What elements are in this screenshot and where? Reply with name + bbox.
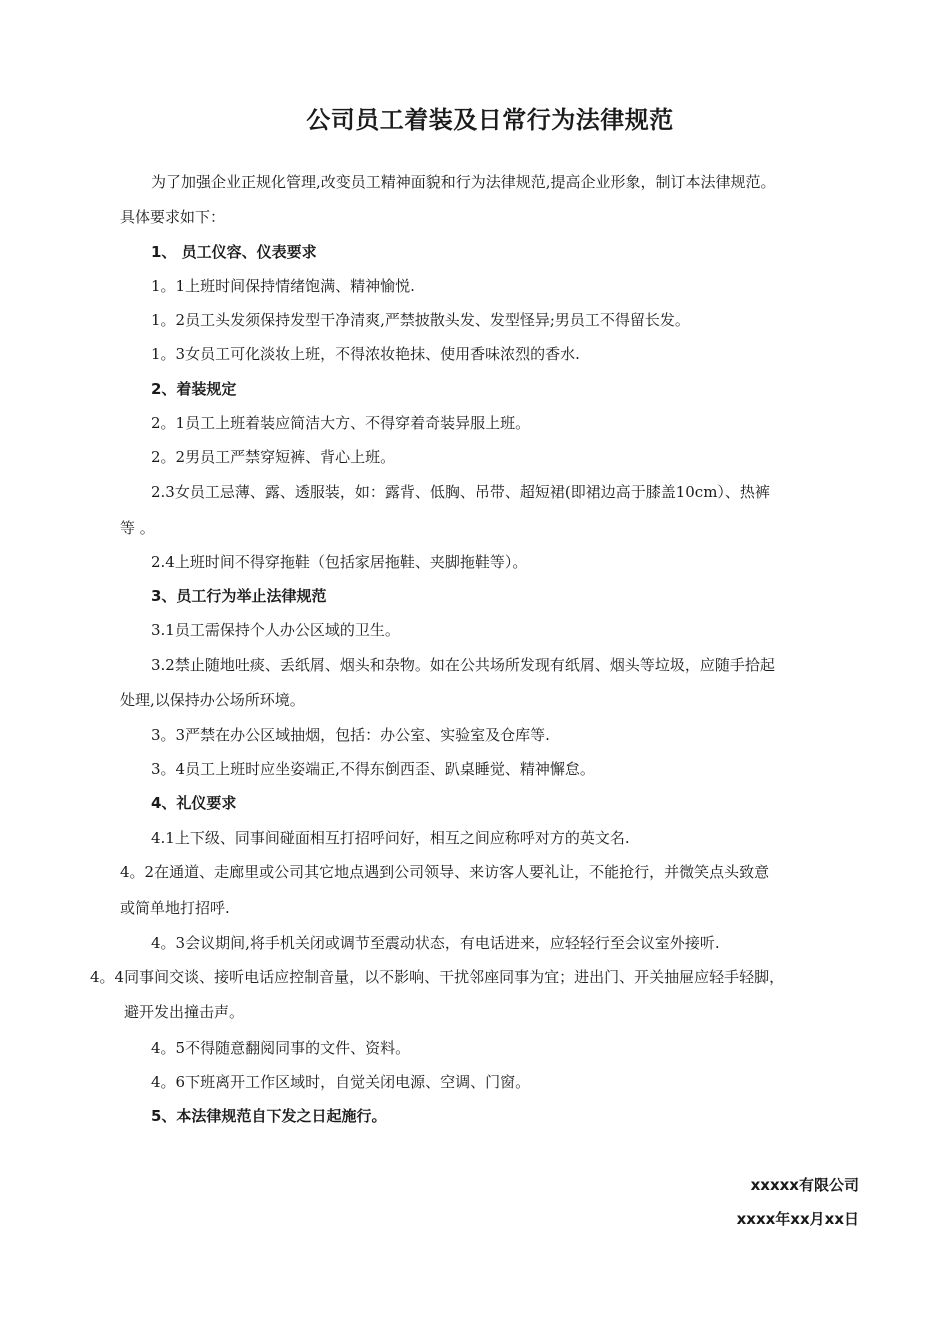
section-4-item-4-line-2: 避开发出撞击声。	[124, 1003, 245, 1021]
section-3-heading: 3、员工行为举止法律规范	[151, 587, 327, 605]
section-5-heading: 5、本法律规范自下发之日起施行。	[151, 1107, 387, 1125]
section-3-item-3: 3。3严禁在办公区域抽烟，包括：办公室、实验室及仓库等.	[151, 726, 550, 744]
section-1-item-3: 1。3女员工可化淡妆上班，不得浓妆艳抹、使用香味浓烈的香水.	[151, 345, 580, 363]
section-4-heading: 4、礼仪要求	[151, 794, 237, 812]
section-3-item-2-line-1: 3.2禁止随地吐痰、丢纸屑、烟头和杂物。如在公共场所发现有纸屑、烟头等垃圾，应随手拾起	[151, 656, 775, 674]
section-1-item-2: 1。2员工头发须保持发型干净清爽,严禁披散头发、发型怪异;男员工不得留长发。	[151, 311, 690, 329]
section-4-item-5: 4。5不得随意翻阅同事的文件、资料。	[151, 1039, 411, 1057]
section-2-item-2: 2。2男员工严禁穿短裤、背心上班。	[151, 448, 396, 466]
section-4-item-3: 4。3会议期间,将手机关闭或调节至震动状态，有电话进来，应轻轻行至会议室外接听.	[151, 934, 720, 952]
section-4-item-1: 4.1上下级、同事间碰面相互打招呼问好，相互之间应称呼对方的英文名.	[151, 829, 630, 847]
intro-line-1: 为了加强企业正规化管理,改变员工精神面貌和行为法律规范,提高企业形象，制订本法律规范。	[151, 173, 776, 191]
section-2-item-4: 2.4上班时间不得穿拖鞋（包括家居拖鞋、夹脚拖鞋等）。	[151, 553, 528, 571]
intro-line-2: 具体要求如下：	[120, 208, 226, 226]
section-3-item-2-line-2: 处理,以保持办公场所环境。	[120, 691, 305, 709]
section-4-item-2-line-1: 4。2在通道、走廊里或公司其它地点遇到公司领导、来访客人要礼让，不能抢行，并微笑点头致意	[120, 863, 770, 881]
document-date: xxxx年xx月xx日	[736, 1210, 859, 1228]
section-3-item-1: 3.1员工需保持个人办公区域的卫生。	[151, 621, 400, 639]
section-2-heading: 2、着装规定	[151, 380, 237, 398]
section-1-heading: 1、 员工仪容、仪表要求	[151, 243, 317, 261]
section-2-item-1: 2。1员工上班着装应简洁大方、不得穿着奇装异服上班。	[151, 414, 531, 432]
document-title: 公司员工着装及日常行为法律规范	[306, 106, 674, 134]
section-4-item-2-line-2: 或简单地打招呼.	[120, 899, 230, 917]
section-1-item-1: 1。1上班时间保持情绪饱满、精神愉悦.	[151, 277, 415, 295]
section-3-item-4: 3。4员工上班时应坐姿端正,不得东倒西歪、趴桌睡觉、精神懈怠。	[151, 760, 595, 778]
section-4-item-6: 4。6下班离开工作区域时，自觉关闭电源、空调、门窗。	[151, 1073, 531, 1091]
section-4-item-4-line-1: 4。4同事间交谈、接听电话应控制音量，以不影响、干扰邻座同事为宜；进出门、开关抽屉应轻手轻脚，	[90, 968, 785, 986]
section-2-item-3-line-2: 等 。	[120, 519, 155, 537]
section-2-item-3-line-1: 2.3女员工忌薄、露、透服装，如：露背、低胸、吊带、超短裙(即裙边高于膝盖10cm）、热裤	[151, 483, 770, 501]
company-name: xxxxx有限公司	[750, 1176, 859, 1194]
